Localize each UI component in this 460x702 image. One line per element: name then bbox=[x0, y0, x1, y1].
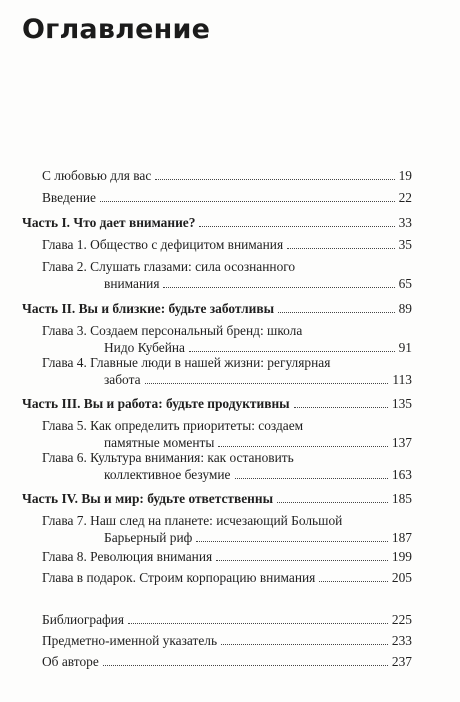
toc-entry-part-3 bbox=[22, 396, 412, 412]
toc-page-number: 91 bbox=[398, 340, 412, 355]
dot-leader bbox=[100, 201, 395, 202]
dot-leader bbox=[287, 248, 394, 249]
toc-entry-chapter-5-first-line: Глава 5. Как определить приоритеты: создаем bbox=[42, 418, 304, 433]
toc-entry-chapter-7-first-line: Глава 7. Наш след на планете: исчезающий Большой bbox=[42, 513, 343, 528]
dot-leader bbox=[163, 287, 394, 288]
dot-leader bbox=[216, 560, 388, 561]
toc-entry-chapter-3-first-line: Глава 3. Создаем персональный бренд: школа bbox=[42, 323, 303, 338]
toc-page-number: 89 bbox=[398, 301, 412, 316]
page-title: Оглавление bbox=[22, 14, 211, 45]
toc-entry-part-4 bbox=[22, 491, 412, 507]
toc-entry-label: Часть III. Вы и работа: будьте продуктивны bbox=[22, 396, 290, 411]
toc-entry-index bbox=[42, 633, 412, 649]
dot-leader bbox=[319, 581, 388, 582]
dot-leader bbox=[218, 446, 388, 447]
toc-page-number: 199 bbox=[391, 549, 412, 564]
dot-leader bbox=[103, 665, 388, 666]
toc-entry-chapter-5 bbox=[104, 435, 412, 451]
dot-leader bbox=[189, 351, 395, 352]
dot-leader bbox=[196, 541, 388, 542]
toc-entry-about-author bbox=[42, 654, 412, 670]
toc-entry-chapter-6-first-line: Глава 6. Культура внимания: как остановить bbox=[42, 450, 294, 465]
toc-entry-label: Глава 8. Революция внимания bbox=[42, 549, 213, 564]
toc-page-number: 135 bbox=[391, 396, 412, 411]
toc-entry-chapter-3 bbox=[104, 340, 412, 356]
toc-page-number: 22 bbox=[398, 190, 412, 205]
toc-entry-chapter-2 bbox=[104, 276, 412, 292]
dot-leader bbox=[199, 226, 394, 227]
dot-leader bbox=[145, 383, 389, 384]
toc-entry-label: забота bbox=[104, 372, 141, 387]
toc-page-number: 65 bbox=[398, 276, 412, 291]
toc-entry-chapter-6 bbox=[104, 467, 412, 483]
toc-page-number: 185 bbox=[391, 491, 412, 506]
toc-page-number: 113 bbox=[392, 372, 412, 387]
toc-entry-bonus-chapter bbox=[42, 570, 412, 586]
dot-leader bbox=[277, 502, 388, 503]
dot-leader bbox=[294, 407, 388, 408]
toc-entry-part-1 bbox=[22, 215, 412, 231]
toc-entry-chapter-4 bbox=[104, 372, 412, 388]
toc-entry-label: С любовью для вас bbox=[42, 168, 152, 183]
toc-entry-label: коллективное безумие bbox=[104, 467, 231, 482]
dot-leader bbox=[278, 312, 395, 313]
toc-page-number: 225 bbox=[391, 612, 412, 627]
toc-page-number: 205 bbox=[391, 570, 412, 585]
toc-entry-label: Глава в подарок. Строим корпорацию внимания bbox=[42, 570, 316, 585]
dot-leader bbox=[128, 623, 388, 624]
dot-leader bbox=[235, 478, 388, 479]
toc-entry-label: Барьерный риф bbox=[104, 530, 193, 545]
dot-leader bbox=[221, 644, 388, 645]
toc-page-number: 35 bbox=[398, 237, 412, 252]
toc-entry-label: Об авторе bbox=[42, 654, 99, 669]
toc-entry-label: Введение bbox=[42, 190, 96, 205]
toc-entry-label: памятные моменты bbox=[104, 435, 215, 450]
toc-entry-chapter-4-first-line: Глава 4. Главные люди в нашей жизни: регулярная bbox=[42, 355, 331, 370]
toc-entry-chapter-1 bbox=[42, 237, 412, 253]
toc-page-number: 19 bbox=[398, 168, 412, 183]
toc-entry-label: внимания bbox=[104, 276, 160, 291]
toc-entry-label: Библиография bbox=[42, 612, 125, 627]
toc-page-number: 237 bbox=[391, 654, 412, 669]
toc-entry-introduction bbox=[42, 190, 412, 206]
toc-page-number: 33 bbox=[398, 215, 412, 230]
toc-entry-chapter-7 bbox=[104, 530, 412, 546]
toc-entry-label: Часть II. Вы и близкие: будьте заботливы bbox=[22, 301, 275, 316]
toc-entry-chapter-2-first-line: Глава 2. Слушать глазами: сила осознанного bbox=[42, 259, 296, 274]
toc-entry-label: Глава 1. Общество с дефицитом внимания bbox=[42, 237, 284, 252]
toc-entry-bibliography bbox=[42, 612, 412, 628]
toc-page-number: 233 bbox=[391, 633, 412, 648]
dot-leader bbox=[155, 179, 394, 180]
toc-entry-chapter-8 bbox=[42, 549, 412, 565]
toc-page-number: 187 bbox=[391, 530, 412, 545]
toc-entry-foreword bbox=[42, 168, 412, 184]
toc-entry-part-2 bbox=[22, 301, 412, 317]
toc-entry-label: Часть IV. Вы и мир: будьте ответственны bbox=[22, 491, 274, 506]
toc-page-number: 137 bbox=[391, 435, 412, 450]
toc-entry-label: Предметно-именной указатель bbox=[42, 633, 218, 648]
toc-entry-label: Нидо Кубейна bbox=[104, 340, 185, 355]
toc-page-number: 163 bbox=[391, 467, 412, 482]
toc-entry-label: Часть I. Что дает внимание? bbox=[22, 215, 196, 230]
